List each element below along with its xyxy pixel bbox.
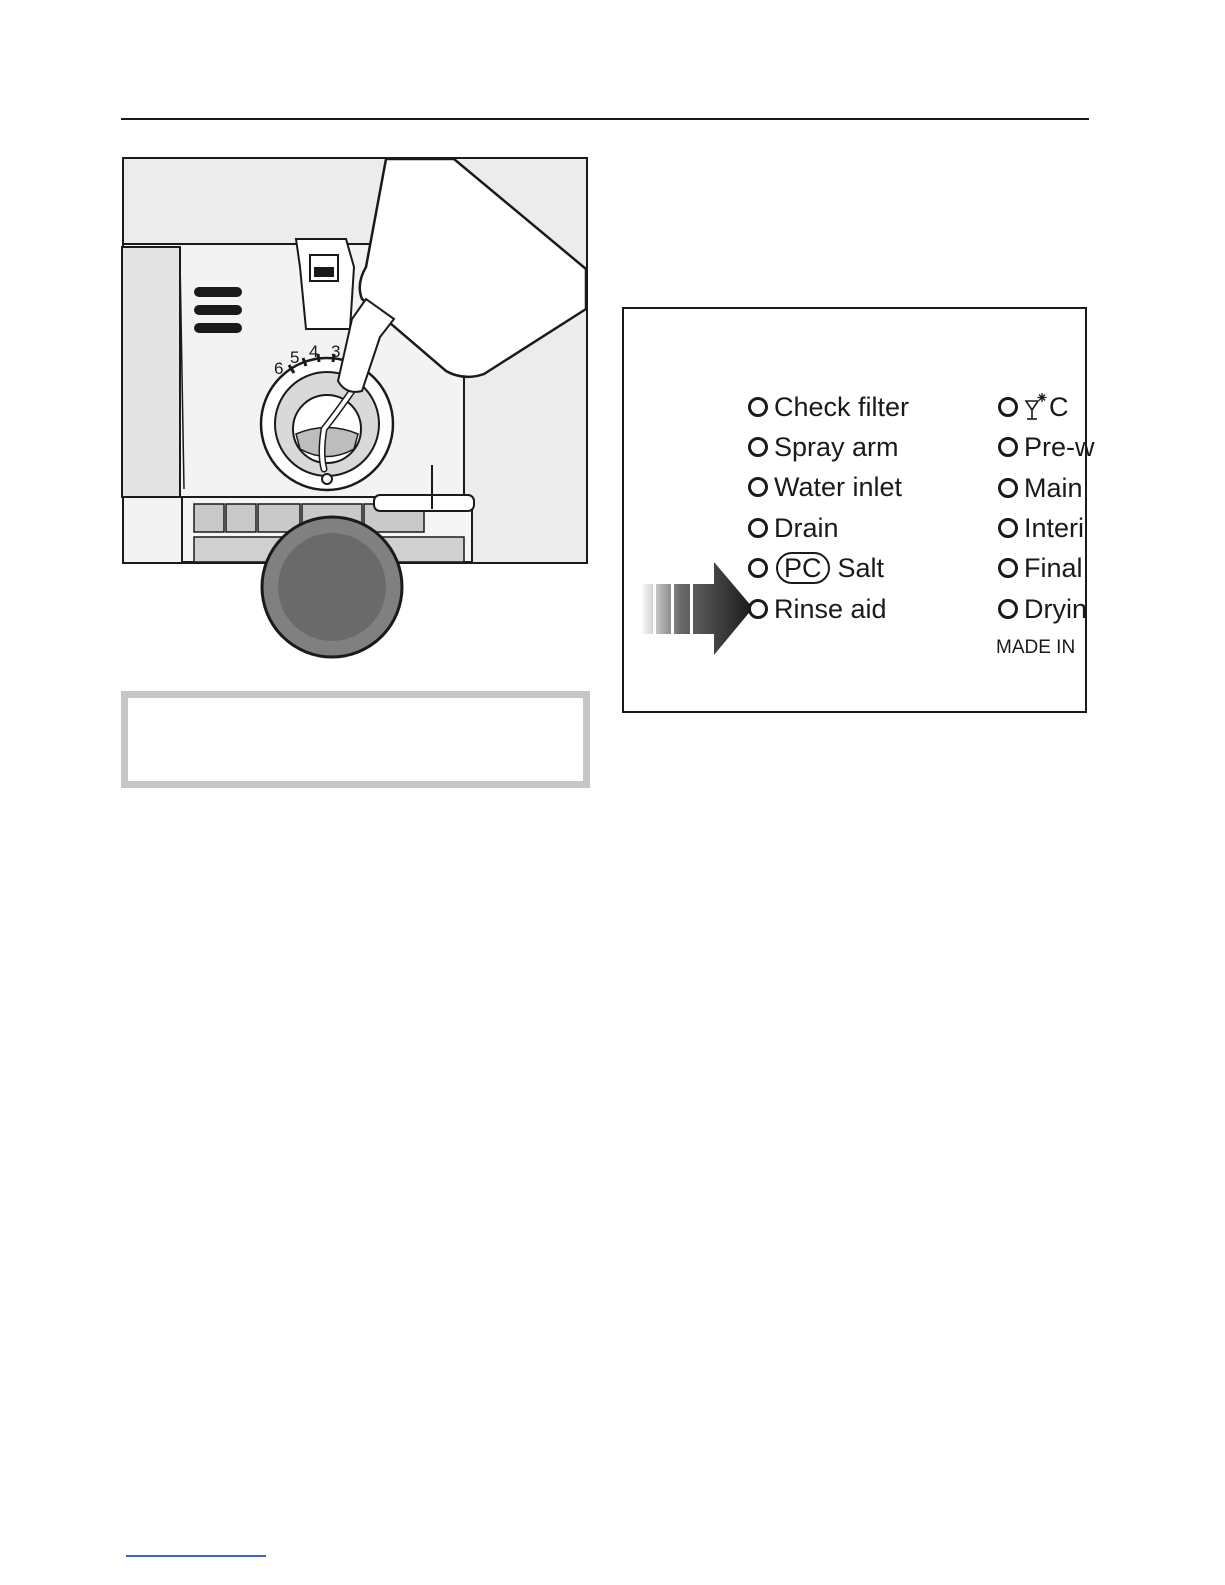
indicator-light-icon — [998, 478, 1018, 498]
indicator-salt — [748, 552, 884, 584]
header-rule — [121, 118, 1089, 120]
indicator-right-1 — [998, 391, 1069, 423]
indicator-label: Spray arm — [774, 432, 899, 462]
indicator-label: Drain — [774, 513, 839, 543]
indicator-light-icon — [998, 518, 1018, 538]
indicator-light-icon — [748, 518, 768, 538]
indicator-label: Final — [1024, 553, 1083, 583]
indicator-rinse-aid — [748, 593, 887, 625]
dial-number: 4 — [309, 342, 319, 361]
indicator-light-icon — [998, 558, 1018, 578]
indicator-right-5 — [998, 552, 1083, 584]
indicator-label: Pre-w — [1024, 432, 1095, 462]
indicator-panel — [622, 307, 1095, 713]
indicator-light-icon — [748, 477, 768, 497]
rinse-glass-icon — [1024, 392, 1048, 422]
indicator-right-3 — [998, 472, 1083, 504]
indicator-label: C — [1049, 392, 1069, 422]
indicator-light-icon — [998, 599, 1018, 619]
footer-link-underline[interactable] — [126, 1555, 266, 1557]
indicator-water-inlet — [748, 471, 902, 503]
indicator-light-icon — [748, 437, 768, 457]
made-in-text: MADE IN — [996, 637, 1076, 658]
indicator-label: Water inlet — [774, 472, 903, 502]
indicator-light-icon — [748, 558, 768, 578]
arrow-right-icon — [641, 562, 756, 655]
indicator-label: Rinse aid — [774, 594, 887, 624]
note-box — [121, 691, 590, 788]
indicator-right-2 — [998, 431, 1095, 463]
indicator-spray-arm — [748, 431, 899, 463]
dial-number: 3 — [331, 342, 341, 361]
indicator-right-4 — [998, 512, 1084, 544]
indicator-check-filter — [748, 391, 909, 423]
dial-number: 6 — [274, 359, 284, 378]
indicator-label: Salt — [837, 553, 885, 583]
indicator-drain — [748, 512, 839, 544]
indicator-label: Main — [1024, 473, 1083, 503]
indicator-light-icon — [748, 599, 768, 619]
dial-number: 5 — [290, 348, 300, 367]
indicator-light-icon — [998, 437, 1018, 457]
rinse-aid-dispenser-illustration — [122, 157, 588, 564]
indicator-label: Dryin — [1024, 594, 1088, 624]
indicator-light-icon — [998, 397, 1018, 417]
indicator-label: Interi — [1024, 513, 1085, 543]
pc-badge: PC — [776, 552, 830, 584]
indicator-light-icon — [748, 397, 768, 417]
indicator-right-6 — [998, 593, 1087, 625]
indicator-label: Check filter — [774, 392, 910, 422]
